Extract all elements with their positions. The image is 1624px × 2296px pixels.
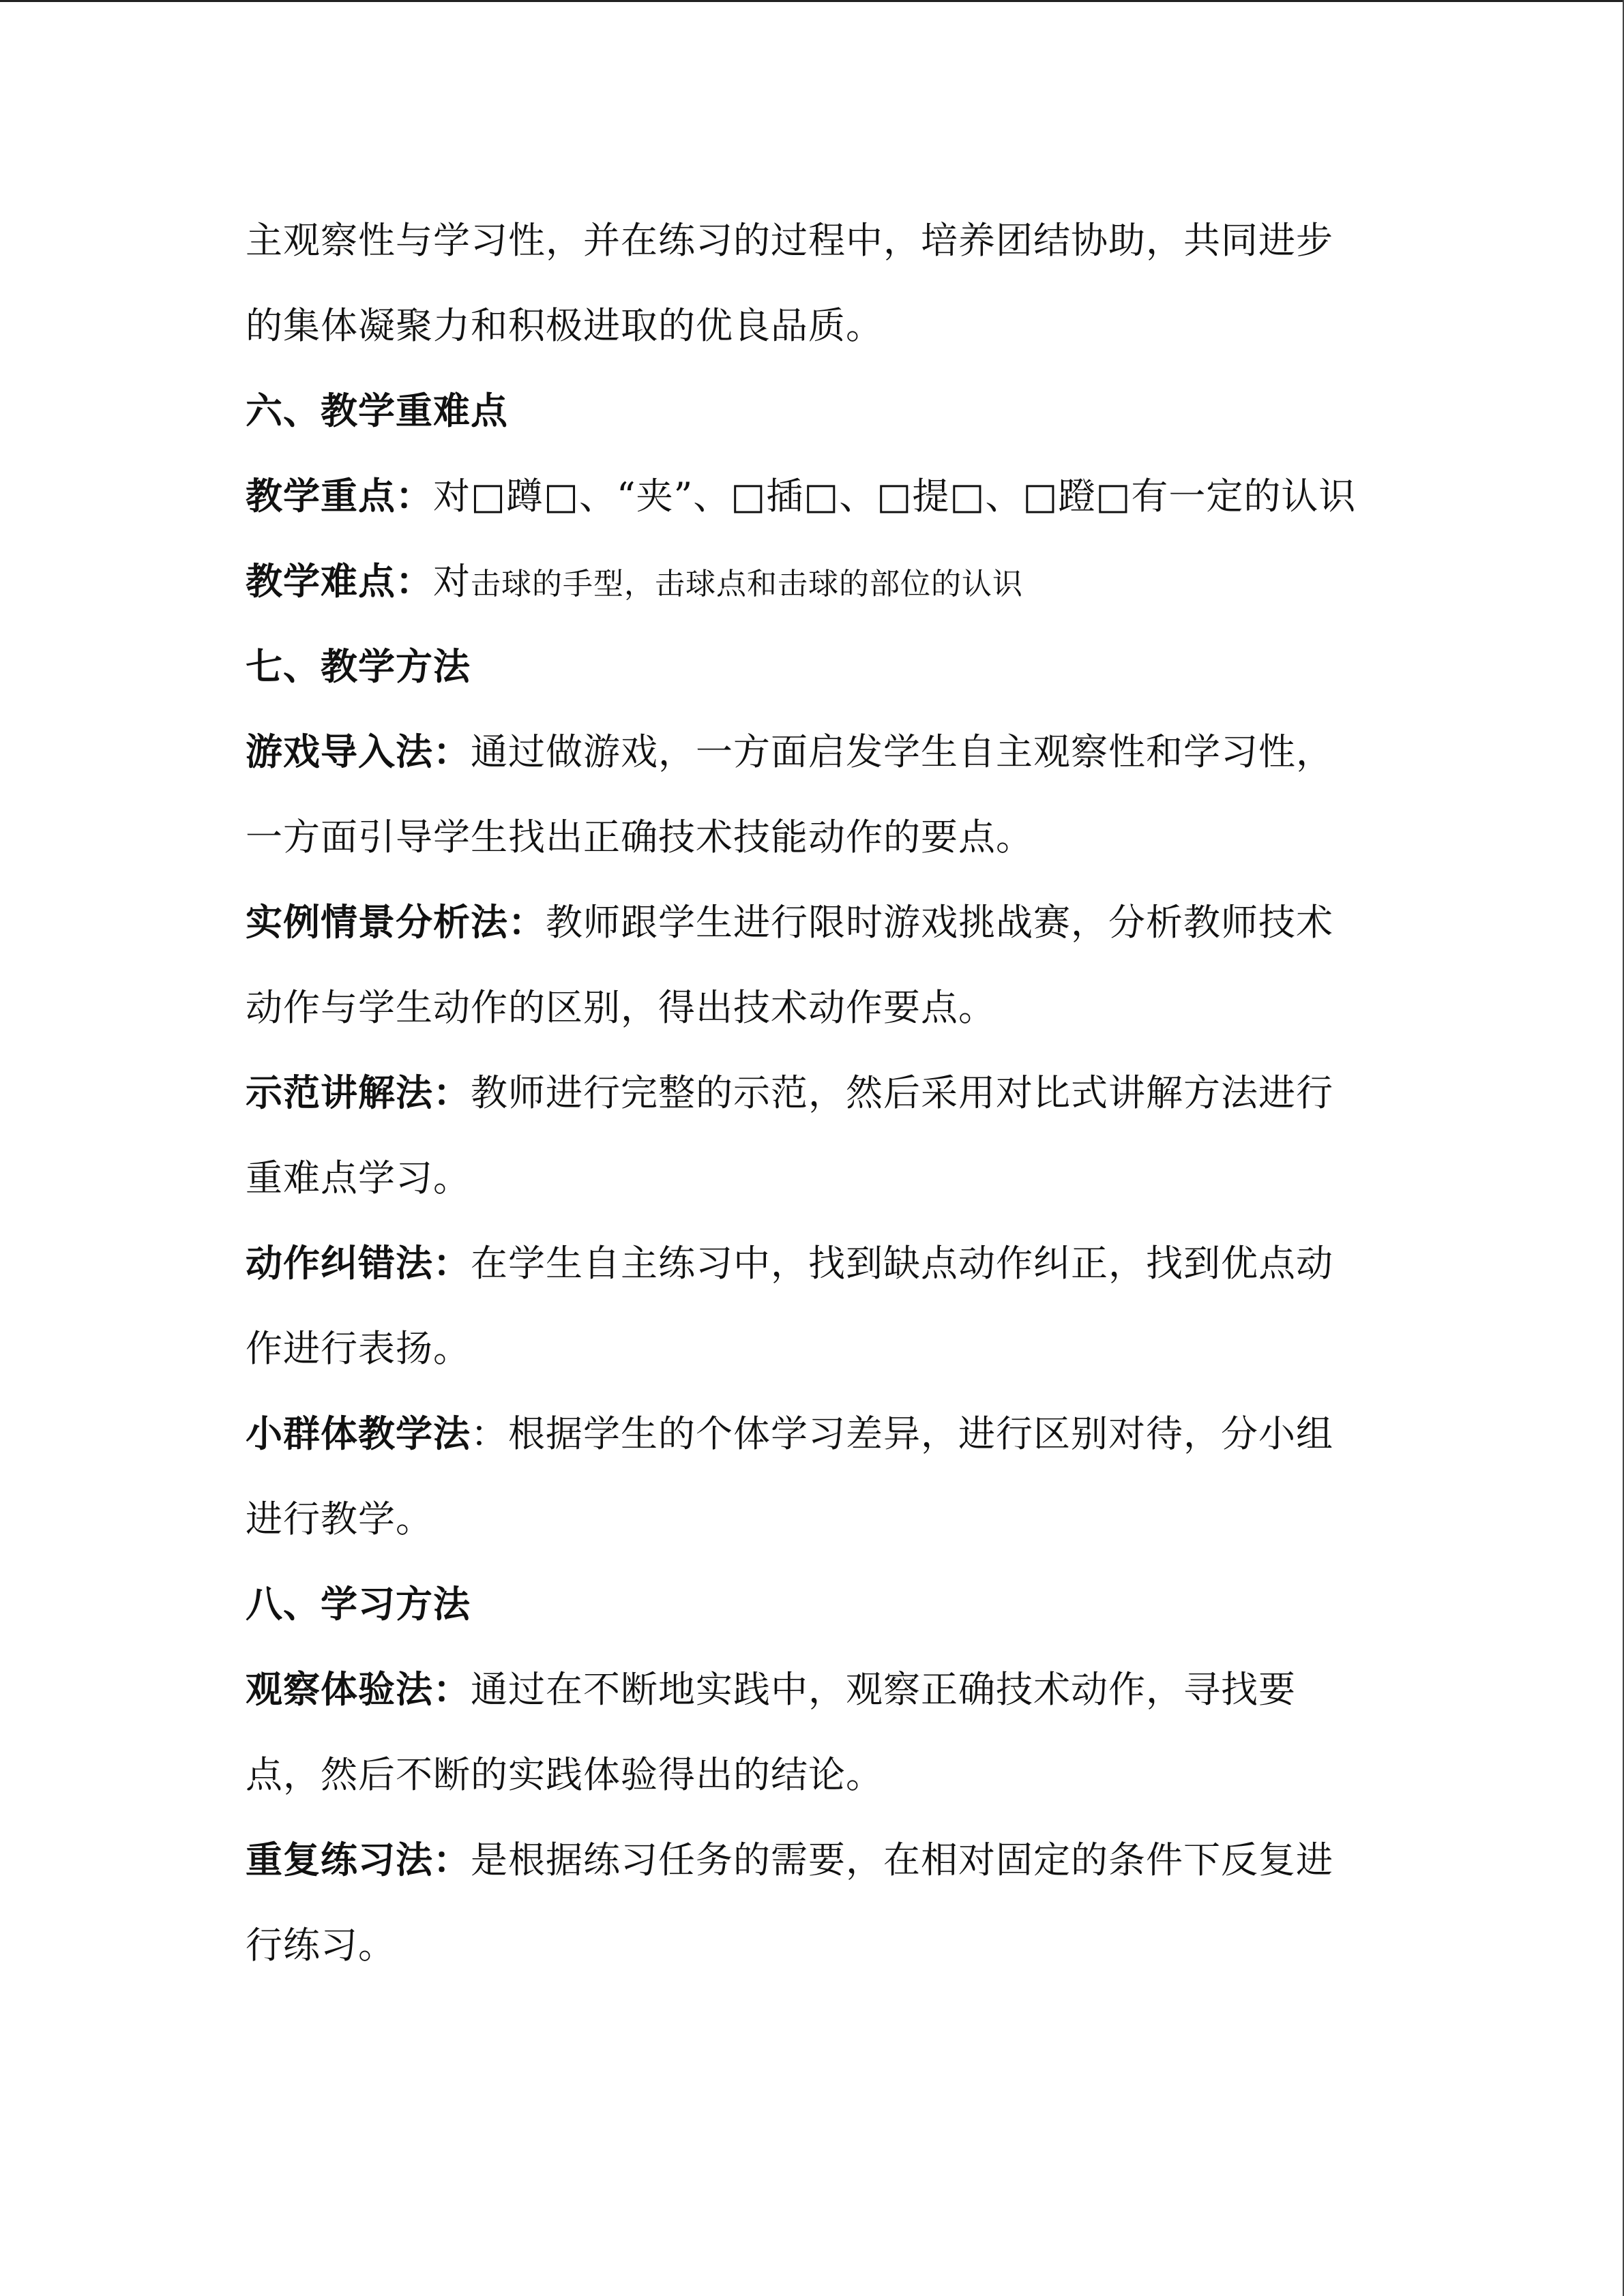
line-label: 观察体验法：: [246, 1667, 471, 1711]
paragraph-line: [246, 1476, 1350, 1562]
document-body: [246, 198, 1357, 1988]
line-text: 进行教学。: [246, 1497, 433, 1540]
heading-text: 七、教学方法: [246, 644, 471, 688]
paragraph-line: [246, 1135, 1350, 1221]
paragraph-line: [246, 794, 1350, 880]
line-text: 教师跟学生进行限时游戏挑战赛，分析教师技术: [546, 901, 1333, 944]
line-text: 作进行表扬。: [246, 1327, 471, 1370]
paragraph-line: [246, 965, 1350, 1050]
paragraph-line: [246, 283, 1350, 368]
line-text: 的集体凝聚力和积极进取的优良品质。: [246, 304, 883, 347]
paragraph-line: [246, 1306, 1350, 1391]
paragraph-line: [246, 453, 1357, 539]
paragraph-line: [246, 1221, 1350, 1306]
line-label: 实例情景分析法：: [246, 900, 546, 944]
line-text: 通过做游戏，一方面启发学生自主观察性和学习性，: [471, 730, 1333, 773]
heading-text: 六、教学重难点: [246, 389, 508, 432]
line-text: 教师进行完整的示范，然后采用对比式讲解方法进行: [471, 1071, 1333, 1114]
line-text: 动作与学生动作的区别，得出技术动作要点。: [246, 986, 996, 1029]
page-border-top: [0, 0, 1624, 2]
paragraph-line: [246, 1903, 1350, 1988]
line-text: 对: [433, 560, 471, 603]
line-text: 重难点学习。: [246, 1157, 471, 1199]
line-text: 主观察性与学习性，并在练习的过程中，培养团结协助，共同进步: [246, 219, 1333, 262]
line-text: 一方面引导学生找出正确技术技能动作的要点。: [246, 816, 1033, 859]
paragraph-line: [246, 1732, 1350, 1817]
line-label: 重复练习法：: [246, 1838, 471, 1881]
paragraph-line: [246, 1391, 1350, 1476]
line-label: 示范讲解法：: [246, 1071, 471, 1114]
section-heading: [246, 368, 1350, 453]
line-text: 是根据练习任务的需要，在相对固定的条件下反复进: [471, 1838, 1333, 1881]
line-text: 通过在不断地实践中，观察正确技术动作，寻找要: [471, 1668, 1296, 1711]
line-label: 小群体教学法: [246, 1412, 471, 1455]
line-text: ：根据学生的个体学习差异，进行区别对待，分小组: [471, 1412, 1333, 1455]
heading-text: 八、学习方法: [246, 1582, 471, 1626]
line-text: 对□蹲□、“夹”、□插□、□提□、□蹬□有一定的认识: [433, 475, 1357, 518]
paragraph-line: [246, 198, 1350, 283]
paragraph-line: [246, 709, 1350, 794]
line-label: 教学难点：: [246, 559, 433, 603]
line-text: 行练习。: [246, 1924, 396, 1967]
line-label: 游戏导入法：: [246, 730, 471, 773]
line-text: 点，然后不断的实践体验得出的结论。: [246, 1753, 883, 1796]
section-heading: [246, 1562, 1350, 1647]
paragraph-line: [246, 1817, 1350, 1903]
line-text-small: 击球的手型，击球点和击球的部位的认识: [471, 567, 1023, 601]
paragraph-line: [246, 1050, 1350, 1135]
line-text: 在学生自主练习中，找到缺点动作纠正，找到优点动: [471, 1242, 1333, 1285]
paragraph-line: [246, 880, 1350, 965]
paragraph-line: [246, 539, 1350, 624]
section-heading: [246, 624, 1350, 709]
line-label: 教学重点：: [246, 474, 433, 518]
line-label: 动作纠错法：: [246, 1241, 471, 1285]
paragraph-line: [246, 1647, 1350, 1732]
